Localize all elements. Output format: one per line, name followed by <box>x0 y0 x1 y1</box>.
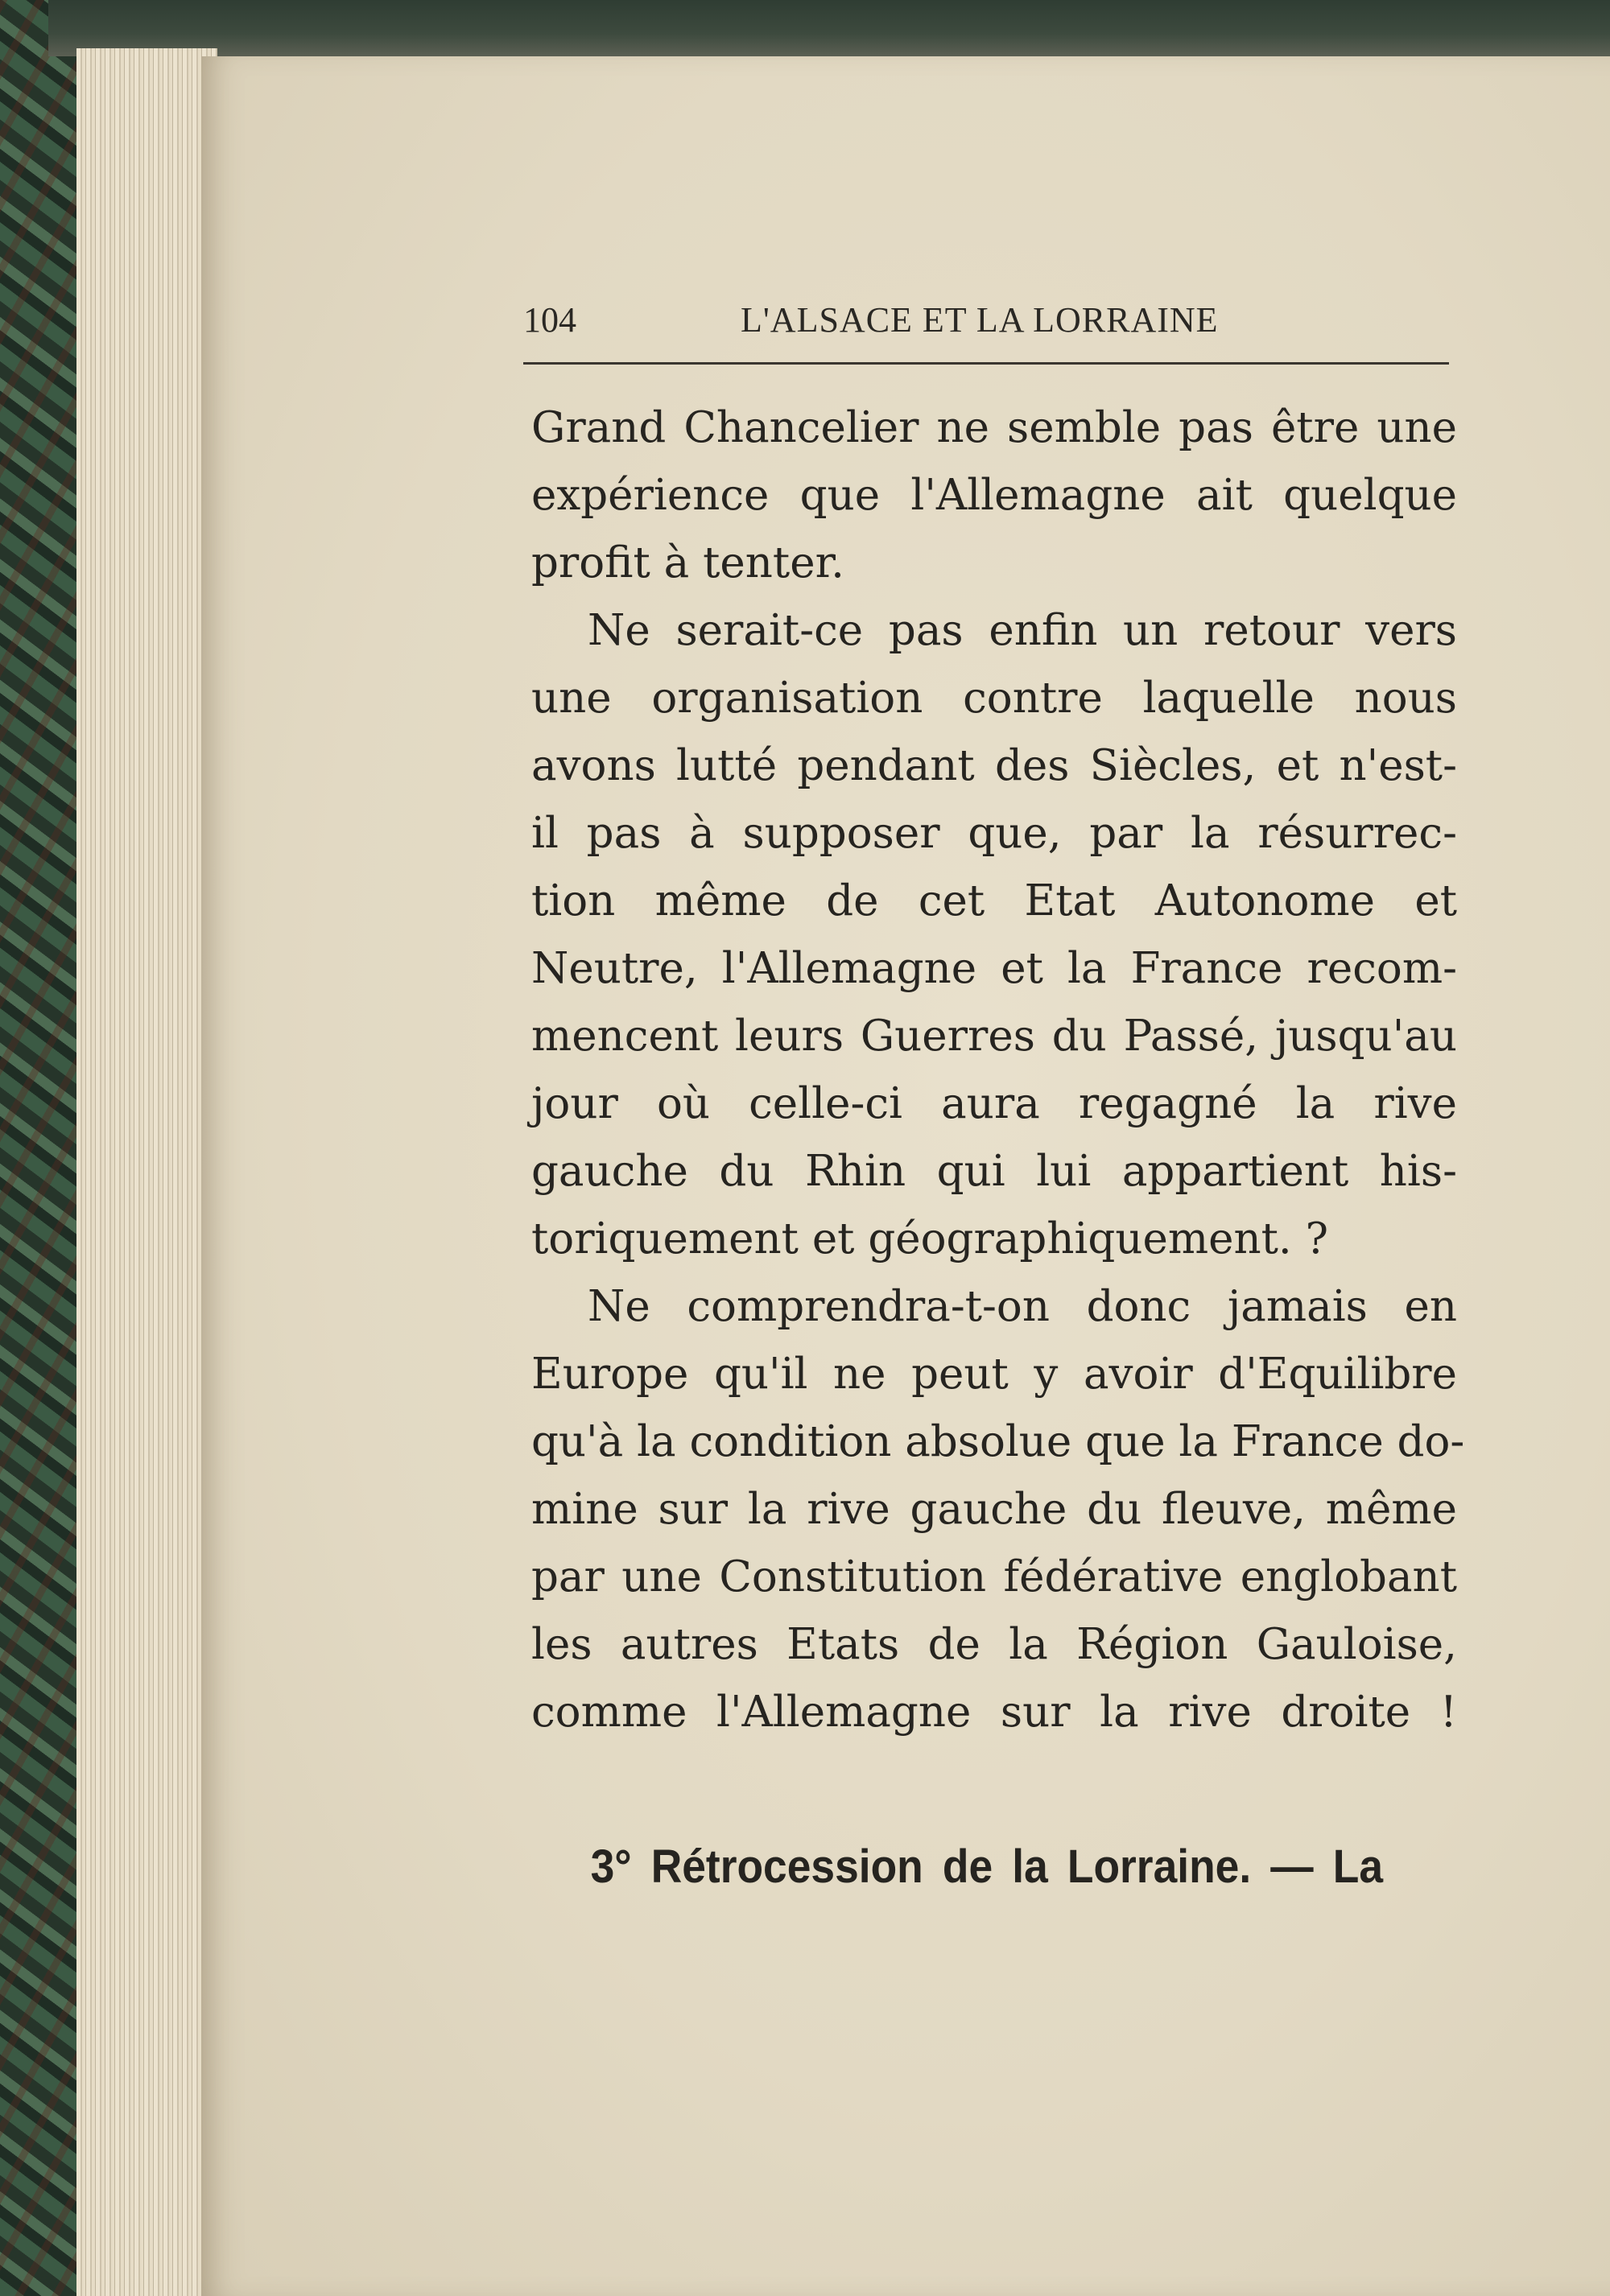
text-line: Neutre, l'Allemagne et la France recom- <box>531 944 1457 993</box>
text-line: mine sur la rive gauche du fleuve, même <box>531 1485 1457 1534</box>
page-edges <box>76 48 217 2296</box>
running-header <box>523 299 1449 348</box>
text-line: jour où celle-ci aura regagné la rive <box>531 1079 1457 1128</box>
text-line: avons lutté pendant des Siècles, et n'est- <box>531 741 1457 790</box>
text-line: profit à tenter. <box>531 538 844 587</box>
text-line: une organisation contre laquelle nous <box>531 674 1457 723</box>
text-line: par une Constitution fédérative englobant <box>531 1552 1457 1601</box>
text-line: mencent leurs Guerres du Passé, jusqu'au <box>531 1012 1457 1061</box>
text-line: comme l'Allemagne sur la rive droite ! <box>531 1688 1457 1737</box>
header-rule <box>523 362 1449 365</box>
section-heading: 3° Rétrocession de la Lorraine. — La <box>590 1841 1383 1893</box>
running-title: L'ALSACE ET LA LORRAINE <box>741 300 1219 340</box>
text-line: Ne serait-ce pas enfin un retour vers <box>588 606 1457 655</box>
cover-top-edge <box>48 0 1610 56</box>
text-line: il pas à supposer que, par la résurrec- <box>531 809 1457 858</box>
page-number: 104 <box>523 300 576 340</box>
text-line: expérience que l'Allemagne ait quelque <box>531 471 1457 520</box>
text-line: Grand Chancelier ne semble pas être une <box>531 403 1457 452</box>
text-line: qu'à la condition absolue que la France do- <box>531 1417 1465 1466</box>
text-line: tion même de cet Etat Autonome et <box>531 876 1457 925</box>
text-line: les autres Etats de la Région Gauloise, <box>531 1620 1457 1669</box>
text-line: toriquement et géographiquement. ? <box>531 1214 1328 1263</box>
text-line: Ne comprendra-t-on donc jamais en <box>588 1282 1457 1331</box>
text-line: gauche du Rhin qui lui appartient his- <box>531 1147 1457 1196</box>
text-line: Europe qu'il ne peut y avoir d'Equilibre <box>531 1350 1457 1399</box>
body-text <box>531 394 1465 1746</box>
